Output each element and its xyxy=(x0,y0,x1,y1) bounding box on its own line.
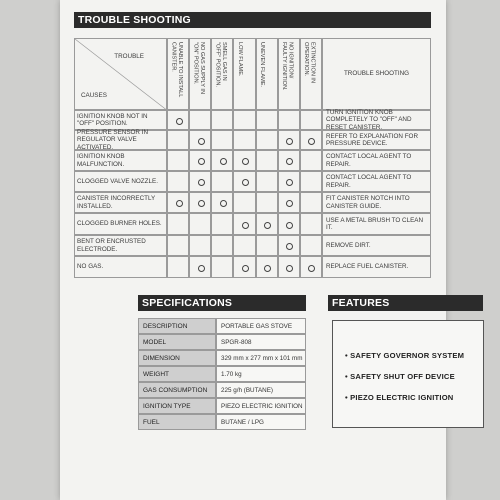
mark-cell xyxy=(211,171,233,192)
spec-label: WEIGHT xyxy=(138,366,216,382)
circle-mark-icon xyxy=(286,243,293,250)
cause-label: CANISTER INCORRECTLY INSTALLED. xyxy=(77,195,156,210)
circle-mark-icon xyxy=(286,179,293,186)
mark-cell xyxy=(256,150,278,171)
trouble-column-label: SMELL GAS IN "OFF" POSITION. xyxy=(214,42,228,87)
spec-value: SPGR-808 xyxy=(216,334,306,350)
circle-mark-icon xyxy=(242,179,249,186)
cause-label: IGNITION KNOB MALFUNCTION. xyxy=(77,153,125,168)
circle-mark-icon xyxy=(198,200,205,207)
cause-cell xyxy=(74,171,167,192)
corner-causes-label: CAUSES xyxy=(81,91,107,99)
mark-cell xyxy=(233,130,255,150)
mark-cell xyxy=(189,256,211,278)
trouble-shooting-title: TROUBLE SHOOTING xyxy=(74,12,431,28)
cause-cell xyxy=(74,256,167,278)
circle-mark-icon xyxy=(242,265,249,272)
cause-cell xyxy=(74,192,167,213)
mark-cell xyxy=(256,213,278,235)
mark-cell xyxy=(167,171,189,192)
trouble-column-header xyxy=(211,38,233,110)
mark-cell xyxy=(233,213,255,235)
solution-header: TROUBLE SHOOTING xyxy=(343,70,410,78)
circle-mark-icon xyxy=(264,265,271,272)
trouble-column-header xyxy=(233,38,255,110)
features-title: FEATURES xyxy=(328,295,483,311)
mark-cell xyxy=(256,192,278,213)
mark-cell xyxy=(256,110,278,130)
mark-cell xyxy=(233,256,255,278)
trouble-column-label: NO IGNITION/ FAULTY IGNITION. xyxy=(281,42,294,91)
circle-mark-icon xyxy=(286,265,293,272)
spec-value: BUTANE / LPG xyxy=(216,414,306,430)
mark-cell xyxy=(278,110,300,130)
mark-cell xyxy=(256,171,278,192)
trouble-shooting-table xyxy=(74,38,431,279)
manual-page xyxy=(60,0,465,500)
mark-cell xyxy=(233,150,255,171)
spec-label: GAS CONSUMPTION xyxy=(138,382,216,398)
mark-cell xyxy=(167,235,189,256)
circle-mark-icon xyxy=(176,200,183,207)
circle-mark-icon xyxy=(286,222,293,229)
circle-mark-icon xyxy=(198,158,205,165)
diagonal-divider xyxy=(75,39,168,111)
solution-label: REMOVE DIRT. xyxy=(325,241,371,249)
mark-cell xyxy=(300,150,322,171)
spec-value: 329 mm x 277 mm x 101 mm xyxy=(216,350,306,366)
mark-cell xyxy=(278,213,300,235)
solution-label: TURN IGNITION KNOB COMPLETELY TO "OFF" AND RESET CANISTER. xyxy=(325,109,412,131)
solution-cell xyxy=(322,213,431,235)
header-corner-cell xyxy=(74,38,167,110)
cause-label: CLOGGED BURNER HOLES. xyxy=(77,220,162,228)
solution-label: REFER TO EXPLANATION FOR PRESSURE DEVICE. xyxy=(325,132,418,147)
cause-label: BENT OR ENCRUSTED ELECTRODE. xyxy=(77,238,146,253)
circle-mark-icon xyxy=(308,138,315,145)
features-box xyxy=(332,320,484,428)
spec-value: 1.70 kg xyxy=(216,366,306,382)
mark-cell xyxy=(211,192,233,213)
solution-label: CONTACT LOCAL AGENT TO REPAIR. xyxy=(325,153,412,168)
mark-cell xyxy=(256,235,278,256)
spec-label: MODEL xyxy=(138,334,216,350)
spec-value: PIEZO ELECTRIC IGNITION xyxy=(216,398,306,414)
mark-cell xyxy=(233,235,255,256)
cause-label: PRESSURE SENSOR IN REGULATOR VALVE ACTIVATED. xyxy=(77,129,149,151)
mark-cell xyxy=(278,150,300,171)
mark-cell xyxy=(278,256,300,278)
trouble-column-header xyxy=(256,38,278,110)
trouble-column-header xyxy=(167,38,189,110)
mark-cell xyxy=(233,171,255,192)
mark-cell xyxy=(278,171,300,192)
spec-row xyxy=(138,398,306,414)
spec-row xyxy=(138,318,306,334)
circle-mark-icon xyxy=(242,222,249,229)
spec-value: 225 g/h (BUTANE) xyxy=(216,382,306,398)
cause-label: CLOGGED VALVE NOZZLE. xyxy=(77,177,158,185)
solution-cell xyxy=(322,256,431,278)
mark-cell xyxy=(233,192,255,213)
cause-label: NO GAS. xyxy=(77,263,104,271)
trouble-column-header xyxy=(300,38,322,110)
spec-row xyxy=(138,382,306,398)
solution-cell xyxy=(322,130,431,150)
spec-row xyxy=(138,350,306,366)
mark-cell xyxy=(211,150,233,171)
mark-cell xyxy=(300,256,322,278)
mark-cell xyxy=(278,130,300,150)
mark-cell xyxy=(189,235,211,256)
circle-mark-icon xyxy=(264,222,271,229)
circle-mark-icon xyxy=(308,265,315,272)
spec-row xyxy=(138,414,306,430)
mark-cell xyxy=(211,235,233,256)
feature-item: • SAFETY SHUT OFF DEVICE xyxy=(345,372,455,381)
mark-cell xyxy=(300,171,322,192)
mark-cell xyxy=(211,213,233,235)
feature-item: • PIEZO ELECTRIC IGNITION xyxy=(345,393,454,402)
solution-label: FIT CANISTER NOTCH INTO CANISTER GUIDE. xyxy=(325,195,410,210)
solution-cell xyxy=(322,110,431,130)
mark-cell xyxy=(189,171,211,192)
trouble-column-label: UNABLE TO INSTALL CANISTER. xyxy=(170,42,183,98)
mark-cell xyxy=(167,192,189,213)
mark-cell xyxy=(211,110,233,130)
mark-cell xyxy=(189,130,211,150)
spec-row xyxy=(138,334,306,350)
solution-label: CONTACT LOCAL AGENT TO REPAIR. xyxy=(325,174,412,189)
mark-cell xyxy=(189,110,211,130)
circle-mark-icon xyxy=(242,158,249,165)
mark-cell xyxy=(211,256,233,278)
cause-cell xyxy=(74,235,167,256)
cause-label: IGNITION KNOB NOT IN "OFF" POSITION. xyxy=(77,112,148,127)
mark-cell xyxy=(300,213,322,235)
mark-cell xyxy=(189,150,211,171)
mark-cell xyxy=(167,213,189,235)
mark-cell xyxy=(233,110,255,130)
circle-mark-icon xyxy=(286,138,293,145)
mark-cell xyxy=(167,150,189,171)
circle-mark-icon xyxy=(286,200,293,207)
cause-cell xyxy=(74,213,167,235)
mark-cell xyxy=(189,192,211,213)
circle-mark-icon xyxy=(198,138,205,145)
trouble-column-label: UNEVEN FLAME. xyxy=(258,42,265,88)
mark-cell xyxy=(167,130,189,150)
cause-cell xyxy=(74,150,167,171)
circle-mark-icon xyxy=(286,158,293,165)
mark-cell xyxy=(256,130,278,150)
mark-cell xyxy=(278,192,300,213)
circle-mark-icon xyxy=(198,179,205,186)
corner-trouble-label: TROUBLE xyxy=(114,53,144,60)
trouble-column-label: NO GAS SUPPLY IN "ON" POSITION. xyxy=(192,42,205,95)
circle-mark-icon xyxy=(176,118,183,125)
solution-label: USE A METAL BRUSH TO CLEAN IT. xyxy=(325,216,424,231)
circle-mark-icon xyxy=(198,265,205,272)
circle-mark-icon xyxy=(220,200,227,207)
solution-cell xyxy=(322,192,431,213)
solution-cell xyxy=(322,171,431,192)
circle-mark-icon xyxy=(220,158,227,165)
solution-cell xyxy=(322,235,431,256)
mark-cell xyxy=(300,130,322,150)
trouble-column-label: LOW FLAME. xyxy=(236,42,243,77)
cause-cell xyxy=(74,130,167,150)
feature-item: • SAFETY GOVERNOR SYSTEM xyxy=(345,351,464,360)
trouble-column-header xyxy=(278,38,300,110)
spec-row xyxy=(138,366,306,382)
specifications-title: SPECIFICATIONS xyxy=(138,295,306,311)
solution-header-cell xyxy=(322,38,431,110)
mark-cell xyxy=(167,256,189,278)
solution-label: REPLACE FUEL CANISTER. xyxy=(325,263,409,271)
solution-cell xyxy=(322,150,431,171)
spec-label: FUEL xyxy=(138,414,216,430)
mark-cell xyxy=(256,256,278,278)
mark-cell xyxy=(300,110,322,130)
mark-cell xyxy=(300,235,322,256)
mark-cell xyxy=(278,235,300,256)
spec-label: IGNITION TYPE xyxy=(138,398,216,414)
trouble-column-header xyxy=(189,38,211,110)
mark-cell xyxy=(300,192,322,213)
mark-cell xyxy=(211,130,233,150)
spec-value: PORTABLE GAS STOVE xyxy=(216,318,306,334)
mark-cell xyxy=(167,110,189,130)
cause-cell xyxy=(74,110,167,130)
spec-label: DIMENSION xyxy=(138,350,216,366)
spec-label: DESCRIPTION xyxy=(138,318,216,334)
mark-cell xyxy=(189,213,211,235)
trouble-column-label: EXTINCTION IN OPERATION. xyxy=(303,42,316,84)
